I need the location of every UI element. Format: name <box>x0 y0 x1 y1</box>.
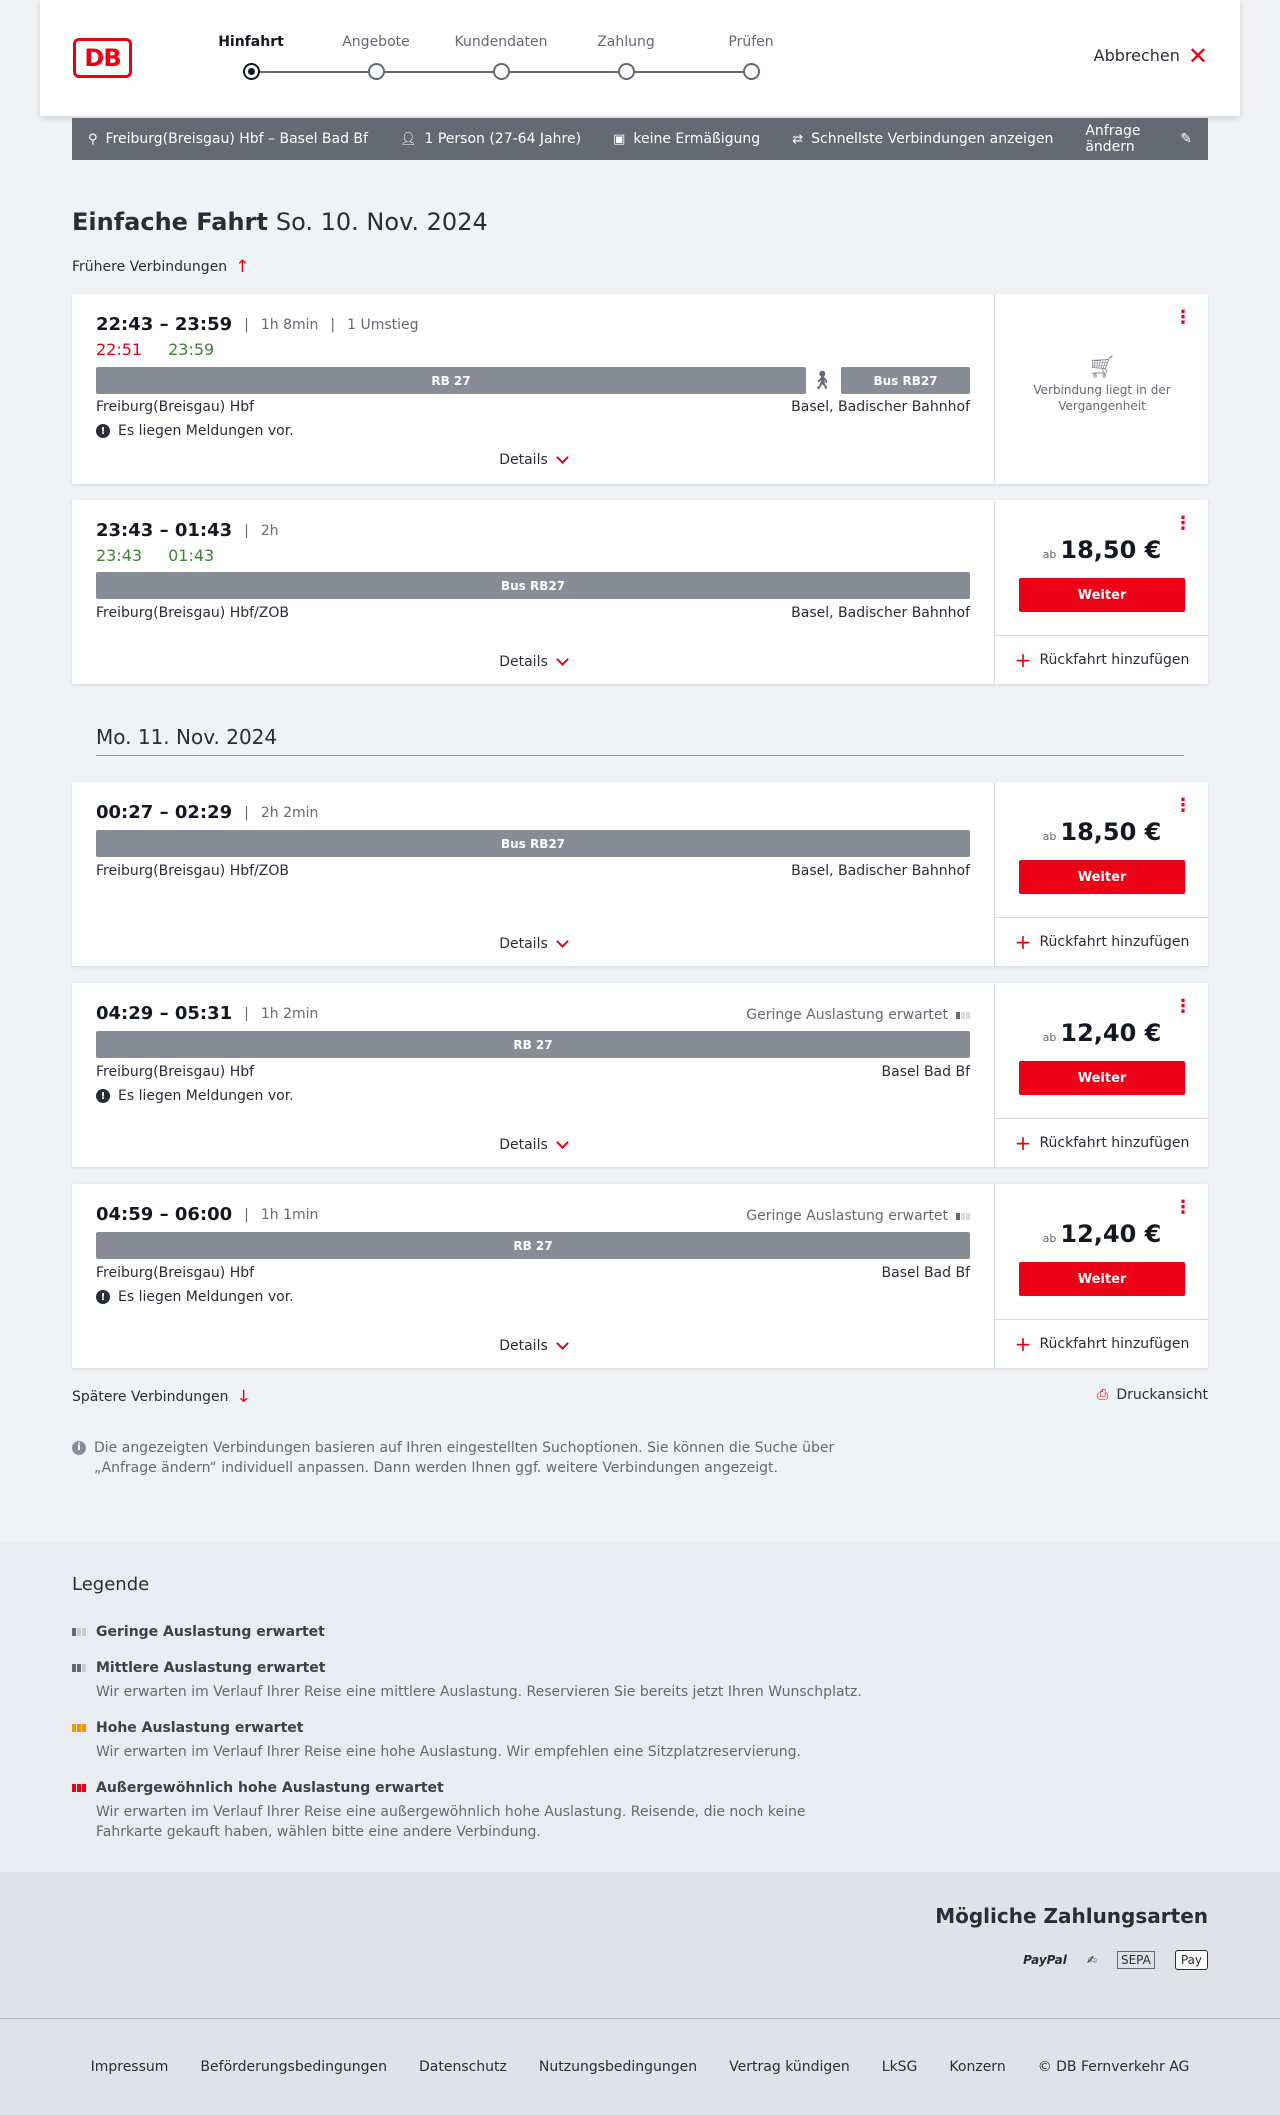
header <box>40 0 1240 116</box>
more-options-icon[interactable]: ⋮ <box>1174 795 1192 816</box>
fastest-text: Schnellste Verbindungen anzeigen <box>811 131 1054 147</box>
price-prefix: ab <box>1042 548 1057 561</box>
offer-panel <box>994 500 1208 684</box>
occupancy-low-icon <box>956 1012 970 1019</box>
step-dot <box>618 63 635 80</box>
passenger-text: 1 Person (27-64 Jahre) <box>424 131 582 147</box>
return-label: Rückfahrt hinzufügen <box>1039 652 1190 668</box>
step-kundendaten <box>441 34 561 80</box>
route-summary <box>88 131 368 147</box>
passenger-summary <box>400 131 581 147</box>
realtime-departure-delayed: 22:51 <box>96 340 143 359</box>
legend-item-low <box>72 1624 872 1640</box>
step-dot <box>743 63 760 80</box>
connection-times <box>96 802 318 823</box>
discount-summary <box>613 131 760 147</box>
details-toggle[interactable] <box>72 1338 994 1354</box>
step-dot <box>368 63 385 80</box>
step-label: Zahlung <box>597 34 655 50</box>
segment-bar-train[interactable]: RB 27 <box>96 1031 970 1058</box>
connection-card <box>72 500 1208 684</box>
segment-bar-bus[interactable]: Bus RB27 <box>96 572 970 599</box>
price-prefix: ab <box>1042 830 1057 843</box>
discount-text: keine Ermäßigung <box>633 131 761 147</box>
bahncard-icon: ▣ <box>613 131 626 147</box>
destination-station: Basel Bad Bf <box>881 1064 970 1080</box>
connection-times <box>96 1204 318 1225</box>
pencil-icon: ✎ <box>1180 131 1192 147</box>
date-divider: Mo. 11. Nov. 2024 <box>96 725 1184 756</box>
sepa-icon: SEPA <box>1117 1951 1155 1969</box>
connection-card <box>72 782 1208 966</box>
occupancy-high-icon <box>72 1724 88 1732</box>
destination-station: Basel Bad Bf <box>881 1265 970 1281</box>
legend-item-title: Hohe Auslastung erwartet <box>96 1720 304 1736</box>
segment-bar-bus[interactable]: Bus RB27 <box>841 367 970 394</box>
db-logo[interactable]: DB <box>73 38 132 78</box>
printer-icon: ⎙ <box>1097 1387 1109 1403</box>
credit-card-hand-icon: ✍ <box>1086 1953 1097 1967</box>
realtime-arrival: 23:59 <box>168 340 215 359</box>
paypal-icon: PayPal <box>1023 1953 1067 1967</box>
connection-card <box>72 1184 1208 1368</box>
earlier-label: Frühere Verbindungen <box>72 259 228 275</box>
details-label: Details <box>499 452 548 468</box>
segment-bar-bus[interactable]: Bus RB27 <box>96 830 970 857</box>
later-label: Spätere Verbindungen <box>72 1389 229 1405</box>
notice-text: Es liegen Meldungen vor. <box>118 423 294 439</box>
connection-meta: | 1h 2min <box>244 1005 319 1022</box>
legend-item-extreme <box>72 1780 872 1842</box>
connection-card <box>72 294 1208 484</box>
info-note <box>72 1438 852 1478</box>
departure-arrival: 23:43 – 01:43 <box>96 520 233 541</box>
notice-text: Es liegen Meldungen vor. <box>118 1289 294 1305</box>
occupancy-medium-icon <box>72 1664 88 1672</box>
legend-item-title: Mittlere Auslastung erwartet <box>96 1660 326 1676</box>
connection-times <box>96 314 419 335</box>
origin-station: Freiburg(Breisgau) Hbf <box>96 1265 255 1281</box>
occupancy-low-icon <box>956 1213 970 1220</box>
legend-item-description: Wir erwarten im Verlauf Ihrer Reise eine mittlere Auslastung. Reservieren Sie bereits jetzt Ihren Wunschplatz. <box>96 1684 862 1700</box>
footer-link-konzern[interactable]: Konzern <box>949 2059 1006 2075</box>
copyright: © DB Fernverkehr AG <box>1037 2059 1190 2075</box>
chevron-down-icon <box>556 653 569 666</box>
departure-arrival: 04:29 – 05:31 <box>96 1003 233 1024</box>
continue-button[interactable]: Weiter <box>1019 860 1185 894</box>
footer-link-nutzungsbedingungen[interactable]: Nutzungsbedingungen <box>538 2059 698 2075</box>
price <box>995 1220 1209 1248</box>
occupancy-extreme-icon <box>72 1784 88 1792</box>
payment-title: Mögliche Zahlungsarten <box>935 1904 1208 1928</box>
past-connection-text: Verbindung liegt in der Vergangenheit <box>1033 383 1171 413</box>
occupancy-indicator <box>746 1208 970 1224</box>
cancel-label: Abbrechen <box>1093 46 1180 65</box>
location-pin-icon: ⚲ <box>88 131 98 147</box>
continue-button[interactable]: Weiter <box>1019 1061 1185 1095</box>
step-dot <box>493 63 510 80</box>
footer-link-vertrag-kuendigen[interactable]: Vertrag kündigen <box>729 2059 850 2075</box>
realtime-departure: 23:43 <box>96 546 143 565</box>
swap-arrows-icon: ⇄ <box>792 131 804 147</box>
realtime-times <box>96 546 214 565</box>
connection-card <box>72 983 1208 1167</box>
travel-date: So. 10. Nov. 2024 <box>275 208 488 236</box>
disruption-notice <box>96 423 294 439</box>
offer-panel <box>994 782 1208 966</box>
plus-icon: + <box>1014 930 1032 954</box>
details-toggle[interactable] <box>72 654 994 670</box>
realtime-times <box>96 340 214 359</box>
plus-icon: + <box>1014 648 1032 672</box>
step-label: Angebote <box>342 34 410 50</box>
connection-info <box>72 500 994 684</box>
connection-info <box>72 294 994 484</box>
legend-item-description: Wir erwarten im Verlauf Ihrer Reise eine hohe Auslastung. Wir empfehlen eine Sitzplatzreservierung. <box>96 1744 801 1760</box>
origin-station: Freiburg(Breisgau) Hbf <box>96 399 255 415</box>
alert-icon: ! <box>96 1089 110 1103</box>
legend-item-medium <box>72 1660 872 1702</box>
occupancy-low-icon <box>72 1628 88 1636</box>
past-connection-info <box>995 355 1209 414</box>
chevron-down-icon <box>556 935 569 948</box>
change-request-label: Anfrage ändern <box>1085 123 1141 155</box>
step-label: Kundendaten <box>454 34 548 50</box>
duration: 2h 2min <box>260 804 319 821</box>
connection-meta: | 1h 8min | 1 Umstieg <box>244 316 419 333</box>
connection-info <box>72 782 994 966</box>
duration: 1h 2min <box>260 1005 319 1022</box>
price <box>995 818 1209 846</box>
duration: 2h <box>260 522 279 539</box>
add-return-trip-button[interactable] <box>995 635 1209 684</box>
departure-arrival: 00:27 – 02:29 <box>96 802 233 823</box>
legend-item-title: Außergewöhnlich hohe Auslastung erwartet <box>96 1780 444 1796</box>
legend-section <box>0 1542 1280 1872</box>
origin-station: Freiburg(Breisgau) Hbf/ZOB <box>96 863 289 879</box>
price <box>995 1019 1209 1047</box>
price-value: 18,50 € <box>1060 536 1162 564</box>
plus-icon: + <box>1014 1332 1032 1356</box>
footer-link-befoerderungsbedingungen[interactable]: Beförderungsbedingungen <box>200 2059 387 2075</box>
details-label: Details <box>499 654 548 670</box>
price-value: 12,40 € <box>1060 1019 1162 1047</box>
apple-pay-icon <box>1175 1950 1208 1970</box>
more-options-icon[interactable]: ⋮ <box>1174 996 1192 1017</box>
price-value: 18,50 € <box>1060 818 1162 846</box>
departure-arrival: 22:43 – 23:59 <box>96 314 233 335</box>
close-icon: ✕ <box>1187 41 1208 70</box>
step-hinfahrt[interactable] <box>191 34 311 80</box>
offer-panel <box>994 1184 1208 1368</box>
plus-icon: + <box>1014 1131 1032 1155</box>
step-label: Prüfen <box>728 34 774 50</box>
more-options-icon[interactable]: ⋮ <box>1174 307 1192 328</box>
info-icon: i <box>72 1441 86 1455</box>
footer <box>0 2018 1280 2115</box>
earlier-connections-link[interactable] <box>72 257 249 277</box>
connection-info <box>72 1184 994 1368</box>
offer-panel <box>994 983 1208 1167</box>
details-toggle[interactable] <box>72 452 994 468</box>
occupancy-text: Geringe Auslastung erwartet <box>746 1208 948 1224</box>
alert-icon: ! <box>96 1290 110 1304</box>
offer-panel <box>994 294 1208 484</box>
origin-station: Freiburg(Breisgau) Hbf <box>96 1064 255 1080</box>
departure-arrival: 04:59 – 06:00 <box>96 1204 233 1225</box>
continue-button[interactable]: Weiter <box>1019 1262 1185 1296</box>
payment-methods-section <box>0 1872 1280 2018</box>
apple-pay-label: Pay <box>1180 1953 1202 1967</box>
return-label: Rückfahrt hinzufügen <box>1039 934 1190 950</box>
details-label: Details <box>499 1137 548 1153</box>
route-text: Freiburg(Breisgau) Hbf – Basel Bad Bf <box>105 131 368 147</box>
print-view-button[interactable] <box>1097 1387 1208 1403</box>
fastest-summary <box>792 131 1053 147</box>
destination-station: Basel, Badischer Bahnhof <box>791 863 970 879</box>
chevron-down-icon <box>556 1136 569 1149</box>
footer-link-impressum[interactable]: Impressum <box>90 2059 169 2075</box>
connection-meta: | 1h 1min <box>244 1206 319 1223</box>
alert-icon: ! <box>96 424 110 438</box>
connection-times <box>96 1003 318 1024</box>
step-zahlung <box>566 34 686 80</box>
walking-icon: 🚶︎ <box>810 370 834 391</box>
duration: 1h 8min <box>260 316 319 333</box>
more-options-icon[interactable]: ⋮ <box>1174 1197 1192 1218</box>
connection-info <box>72 983 994 1167</box>
return-label: Rückfahrt hinzufügen <box>1039 1135 1190 1151</box>
segment-bar-train[interactable]: RB 27 <box>96 1232 970 1259</box>
origin-station: Freiburg(Breisgau) Hbf/ZOB <box>96 605 289 621</box>
info-text: Die angezeigten Verbindungen basieren auf Ihren eingestellten Suchoptionen. Sie können die Suche über „Anfrage ändern“ individuell anpassen. Dann werden Ihnen ggf. weitere Verbindungen angezeigt. <box>94 1440 835 1476</box>
price-prefix: ab <box>1042 1232 1057 1245</box>
footer-link-datenschutz[interactable]: Datenschutz <box>418 2059 507 2075</box>
search-summary-bar <box>72 118 1208 160</box>
connection-meta: | 2h <box>244 522 279 539</box>
disruption-notice <box>96 1289 294 1305</box>
footer-link-lksg[interactable]: LkSG <box>881 2059 918 2075</box>
transfers: 1 Umstieg <box>347 316 419 333</box>
occupancy-indicator <box>746 1007 970 1023</box>
change-request-button[interactable] <box>1085 123 1192 155</box>
return-label: Rückfahrt hinzufügen <box>1039 1336 1190 1352</box>
page-title <box>72 208 488 236</box>
arrow-up-icon: ↑ <box>235 257 250 277</box>
step-dot-active <box>243 63 260 80</box>
step-pruefen <box>691 34 811 80</box>
add-return-trip-button[interactable] <box>995 1118 1209 1167</box>
trip-type: Einfache Fahrt <box>72 208 268 236</box>
step-label: Hinfahrt <box>218 34 284 50</box>
legend-title: Legende <box>72 1574 150 1595</box>
destination-station: Basel, Badischer Bahnhof <box>791 605 970 621</box>
step-angebote <box>316 34 436 80</box>
details-toggle[interactable] <box>72 936 994 952</box>
connection-times <box>96 520 279 541</box>
price-value: 12,40 € <box>1060 1220 1162 1248</box>
cart-unavailable-icon: 🛒︎ <box>1088 355 1116 380</box>
legend-item-high <box>72 1720 872 1762</box>
legend-item-title: Geringe Auslastung erwartet <box>96 1624 325 1640</box>
disruption-notice <box>96 1088 294 1104</box>
legend-item-description: Wir erwarten im Verlauf Ihrer Reise eine außergewöhnlich hohe Auslastung. Reisende, die noch keine Fahrkarte gekauft haben, wählen bitte eine andere Verbindung. <box>96 1804 806 1840</box>
add-return-trip-button[interactable] <box>995 1319 1209 1368</box>
duration: 1h 1min <box>260 1206 319 1223</box>
person-icon: 👤︎ <box>399 131 417 147</box>
print-label: Druckansicht <box>1116 1387 1208 1403</box>
details-label: Details <box>499 936 548 952</box>
chevron-down-icon <box>556 1337 569 1350</box>
destination-station: Basel, Badischer Bahnhof <box>791 399 970 415</box>
segment-bar-train[interactable]: RB 27 <box>96 367 806 394</box>
chevron-down-icon <box>556 451 569 464</box>
price-prefix: ab <box>1042 1031 1057 1044</box>
realtime-arrival: 01:43 <box>168 546 215 565</box>
more-options-icon[interactable]: ⋮ <box>1174 513 1192 534</box>
arrow-down-icon: ↓ <box>236 1387 251 1407</box>
continue-button[interactable]: Weiter <box>1019 578 1185 612</box>
cancel-button[interactable] <box>1093 41 1208 70</box>
details-label: Details <box>499 1338 548 1354</box>
later-connections-link[interactable] <box>72 1387 251 1407</box>
price <box>995 536 1209 564</box>
notice-text: Es liegen Meldungen vor. <box>118 1088 294 1104</box>
add-return-trip-button[interactable] <box>995 917 1209 966</box>
booking-stepper <box>180 0 820 116</box>
occupancy-text: Geringe Auslastung erwartet <box>746 1007 948 1023</box>
details-toggle[interactable] <box>72 1137 994 1153</box>
connection-meta: | 2h 2min <box>244 804 319 821</box>
payment-icons <box>1023 1950 1208 1970</box>
